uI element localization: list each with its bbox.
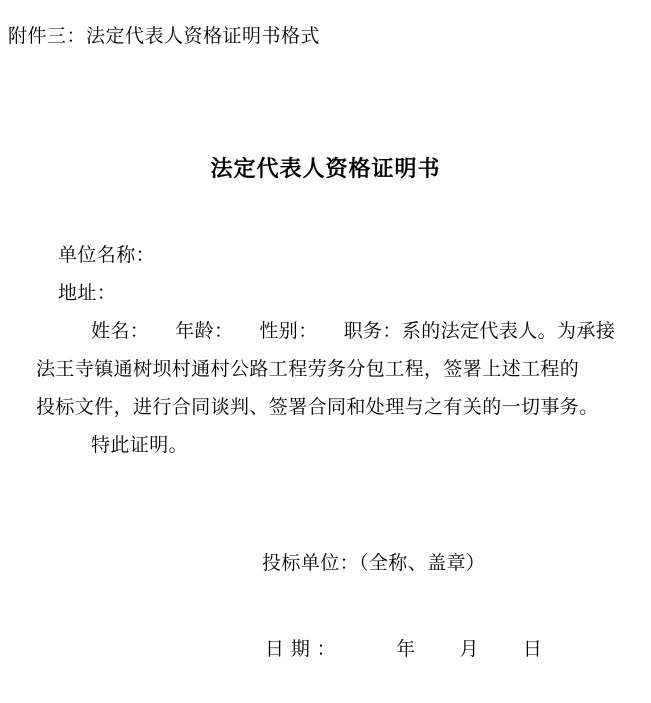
year-label: 年: [396, 638, 416, 660]
unit-name-field-label: 单位名称：: [58, 244, 156, 266]
representative-paragraph: [36, 312, 636, 350]
attachment-heading: 附件三：法定代表人资格证明书格式: [8, 25, 321, 47]
body-line-2: 法王寺镇通树坝村通村公路工程劳务分包工程，签署上述工程的: [36, 358, 580, 380]
date-block: [0, 630, 651, 668]
name-field-label: 姓名：: [91, 320, 150, 342]
page-title: 法定代表人资格证明书: [210, 156, 441, 182]
day-label: 日: [522, 638, 543, 660]
bidder-signature-label: 投标单位：（全称、盖章）: [262, 552, 486, 574]
identity-text: 系的法定代表人。为承接: [401, 320, 616, 342]
address-field-label: 地址：: [58, 282, 117, 304]
age-field-label: 年龄：: [175, 320, 234, 342]
gender-field-label: 性别：: [259, 320, 318, 342]
date-label: 日 期 ：: [265, 638, 337, 660]
certify-statement: 特此证明。: [91, 434, 189, 456]
signature-block: [0, 544, 651, 582]
document-body: [36, 236, 636, 464]
position-field-label: 职务：: [343, 320, 402, 342]
body-line-3: 投标文件，进行合同谈判、签署合同和处理与之有关的一切事务。: [36, 396, 599, 418]
month-label: 月: [459, 638, 479, 660]
